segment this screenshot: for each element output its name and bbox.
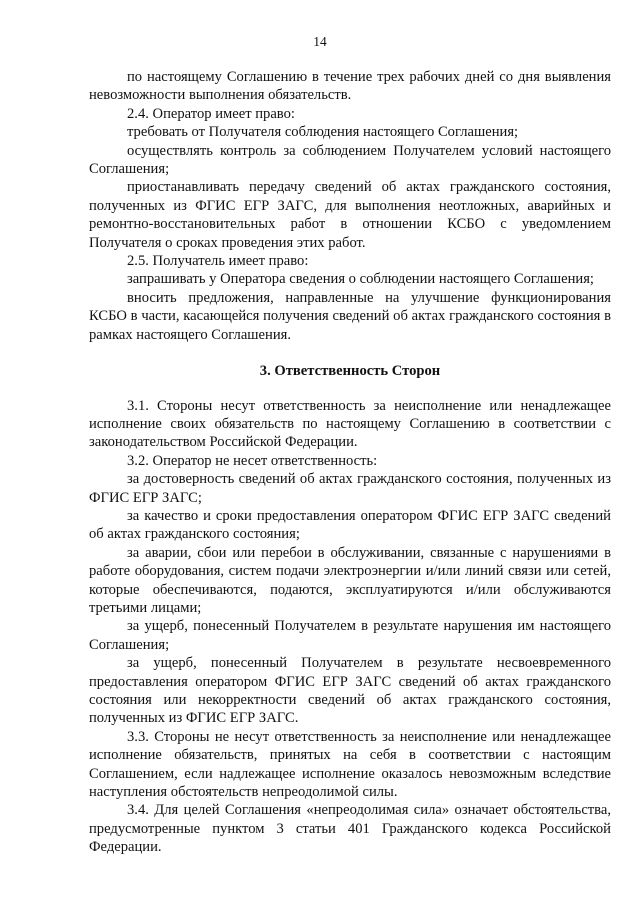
clause-3-3: 3.3. Стороны не несут ответственность за неисполнение или ненадлежащее исполнение обязательств, принятых на себя в соответствии с настоящим Соглашением, если надлежащее исполнение оказалось невозможным вследствие наступления обстоятельств непреодолимой силы. bbox=[89, 728, 611, 801]
page-number: 14 bbox=[313, 34, 327, 49]
clause-2-4-heading: 2.4. Оператор имеет право: bbox=[127, 105, 295, 122]
document-body bbox=[89, 68, 611, 857]
clause-3-2-heading: 3.2. Оператор не несет ответственность: bbox=[127, 452, 378, 469]
paragraph: за ущерб, понесенный Получателем в результате нарушения им настоящего Соглашения; bbox=[89, 618, 611, 653]
paragraph: приостанавливать передачу сведений об актах гражданского состояния, полученных из ФГИС ЕГР ЗАГС, для выполнения неотложных, аварийных и ремонтно-восстановительных работ в отношении КСБО с уведомлением Получателя о сроках проведения этих работ. bbox=[89, 179, 611, 251]
clause-3-1: 3.1. Стороны несут ответственность за неисполнение или ненадлежащее исполнение своих обязательств по настоящему Соглашению в соответствии с законодательством Российской Федерации. bbox=[89, 397, 611, 451]
paragraph: запрашивать у Оператора сведения о соблюдении настоящего Соглашения; bbox=[127, 271, 594, 288]
paragraph: вносить предложения, направленные на улучшение функционирования КСБО в части, касающейся получения сведений об актах гражданского состояния в рамках настоящего Соглашения. bbox=[89, 289, 611, 343]
paragraph: за ущерб, понесенный Получателем в результате несвоевременного предоставления оператором ФГИС ЕГР ЗАГС сведений об актах гражданского состояния или некорректности сведений об актах гражданского состояния, полученных из ФГИС ЕГР ЗАГС. bbox=[89, 655, 611, 727]
section-heading: 3. Ответственность Сторон bbox=[259, 363, 441, 380]
paragraph: осуществлять контроль за соблюдением Получателем условий настоящего Соглашения; bbox=[89, 142, 611, 178]
paragraph: за аварии, сбои или перебои в обслуживании, связанные с нарушениями в работе оборудования, систем подачи электроэнергии и/или линий связи или сетей, которые обеспечиваются, подаются, эксплуатируются и/или обслуживаются третьими лицами; bbox=[89, 544, 611, 616]
clause-3-4: 3.4. Для целей Соглашения «непреодолимая сила» означает обстоятельства, предусмотренные пунктом 3 статьи 401 Гражданского кодекса Российской Федерации. bbox=[89, 802, 611, 856]
paragraph: требовать от Получателя соблюдения настоящего Соглашения; bbox=[127, 124, 519, 141]
paragraph: за достоверность сведений об актах гражданского состояния, полученных из ФГИС ЕГР ЗАГС; bbox=[89, 471, 611, 506]
paragraph: по настоящему Соглашению в течение трех рабочих дней со дня выявления невозможности выполнения обязательств. bbox=[89, 69, 611, 104]
clause-2-5-heading: 2.5. Получатель имеет право: bbox=[127, 253, 309, 270]
paragraph: за качество и сроки предоставления оператором ФГИС ЕГР ЗАГС сведений об актах гражданского состояния; bbox=[89, 507, 611, 543]
